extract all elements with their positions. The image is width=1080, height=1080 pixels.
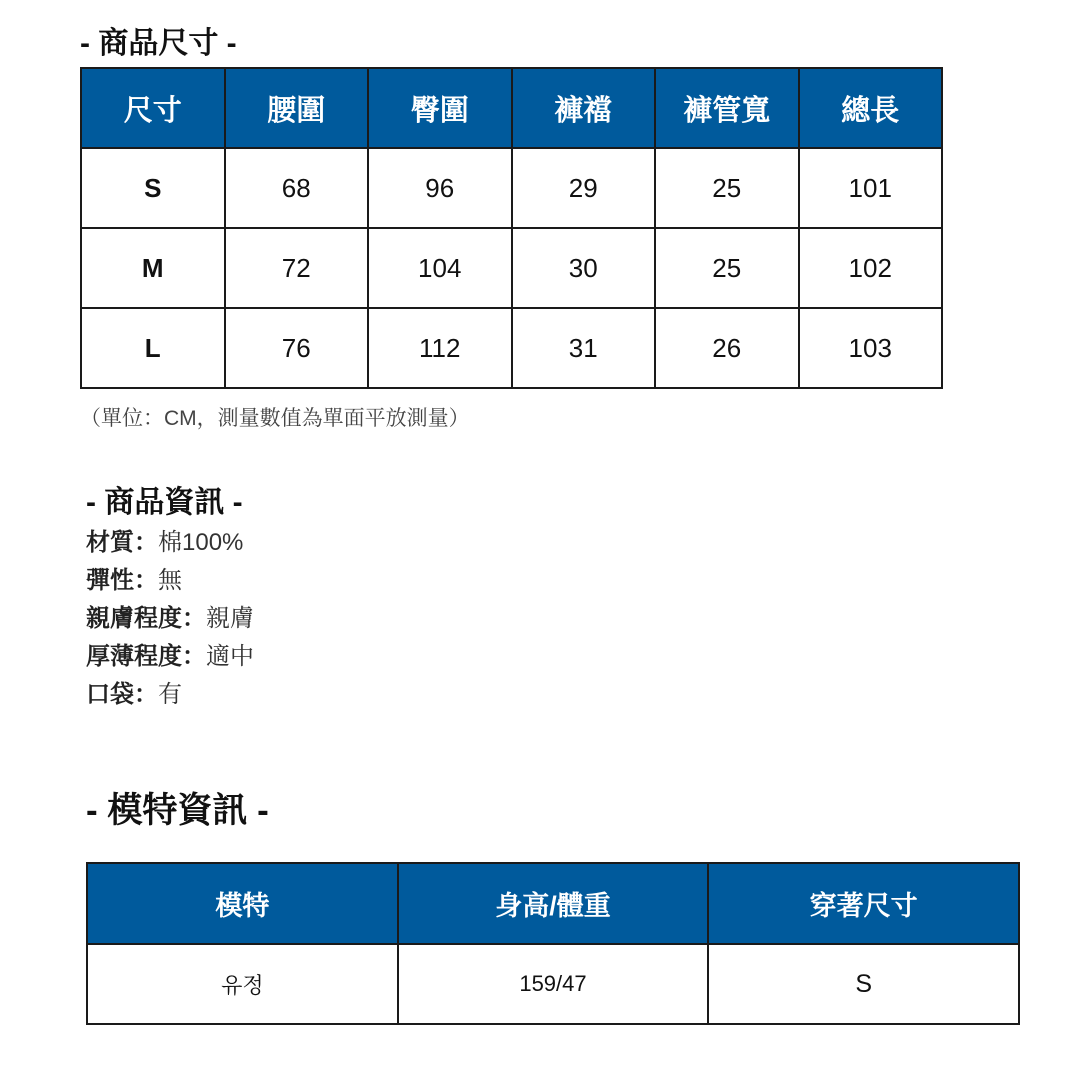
table-cell: 25 bbox=[655, 148, 799, 228]
size-cell: S bbox=[81, 148, 225, 228]
header-cell: 臀圍 bbox=[368, 68, 512, 148]
header-cell: 尺寸 bbox=[81, 68, 225, 148]
table-cell: 112 bbox=[368, 308, 512, 388]
info-value: 棉100% bbox=[158, 529, 244, 556]
table-cell: 30 bbox=[512, 228, 656, 308]
size-cell: L bbox=[81, 308, 225, 388]
info-list bbox=[86, 524, 254, 714]
table-row bbox=[81, 148, 942, 228]
table-row bbox=[87, 944, 1019, 1024]
table-row bbox=[81, 308, 942, 388]
info-item bbox=[86, 600, 254, 638]
table-cell: 68 bbox=[225, 148, 369, 228]
info-label: 親膚程度： bbox=[86, 605, 206, 632]
info-section-title: - 商品資訊 - bbox=[86, 486, 243, 519]
info-label: 彈性： bbox=[86, 567, 158, 594]
model-table-header bbox=[87, 863, 1019, 944]
model-section-title: - 模特資訊 - bbox=[86, 791, 269, 830]
info-value: 有 bbox=[158, 681, 182, 708]
info-label: 材質： bbox=[86, 529, 158, 556]
table-cell: 31 bbox=[512, 308, 656, 388]
header-cell: 穿著尺寸 bbox=[708, 863, 1019, 944]
size-section-title: - 商品尺寸 - bbox=[80, 27, 237, 60]
table-cell: 72 bbox=[225, 228, 369, 308]
size-table bbox=[80, 67, 943, 389]
table-cell: 96 bbox=[368, 148, 512, 228]
table-cell: 101 bbox=[799, 148, 943, 228]
size-cell: M bbox=[81, 228, 225, 308]
model-table bbox=[86, 862, 1020, 1025]
info-label: 口袋： bbox=[86, 681, 158, 708]
measurement-note: （單位：CM，測量數值為單面平放測量） bbox=[80, 407, 470, 430]
table-cell: S bbox=[708, 944, 1019, 1024]
table-cell: 104 bbox=[368, 228, 512, 308]
header-cell: 總長 bbox=[799, 68, 943, 148]
table-cell: 29 bbox=[512, 148, 656, 228]
table-cell: 유정 bbox=[87, 944, 398, 1024]
info-value: 適中 bbox=[206, 643, 254, 670]
table-cell: 26 bbox=[655, 308, 799, 388]
header-cell: 身高/體重 bbox=[398, 863, 709, 944]
info-label: 厚薄程度： bbox=[86, 643, 206, 670]
header-cell: 模特 bbox=[87, 863, 398, 944]
table-cell: 159/47 bbox=[398, 944, 709, 1024]
table-cell: 76 bbox=[225, 308, 369, 388]
table-cell: 102 bbox=[799, 228, 943, 308]
table-cell: 25 bbox=[655, 228, 799, 308]
header-cell: 褲管寬 bbox=[655, 68, 799, 148]
table-row bbox=[81, 228, 942, 308]
info-item bbox=[86, 676, 254, 714]
table-cell: 103 bbox=[799, 308, 943, 388]
size-table-header bbox=[81, 68, 942, 148]
info-item bbox=[86, 638, 254, 676]
info-item bbox=[86, 524, 254, 562]
info-value: 無 bbox=[158, 567, 182, 594]
info-value: 親膚 bbox=[206, 605, 254, 632]
info-item bbox=[86, 562, 254, 600]
header-cell: 腰圍 bbox=[225, 68, 369, 148]
header-cell: 褲襠 bbox=[512, 68, 656, 148]
